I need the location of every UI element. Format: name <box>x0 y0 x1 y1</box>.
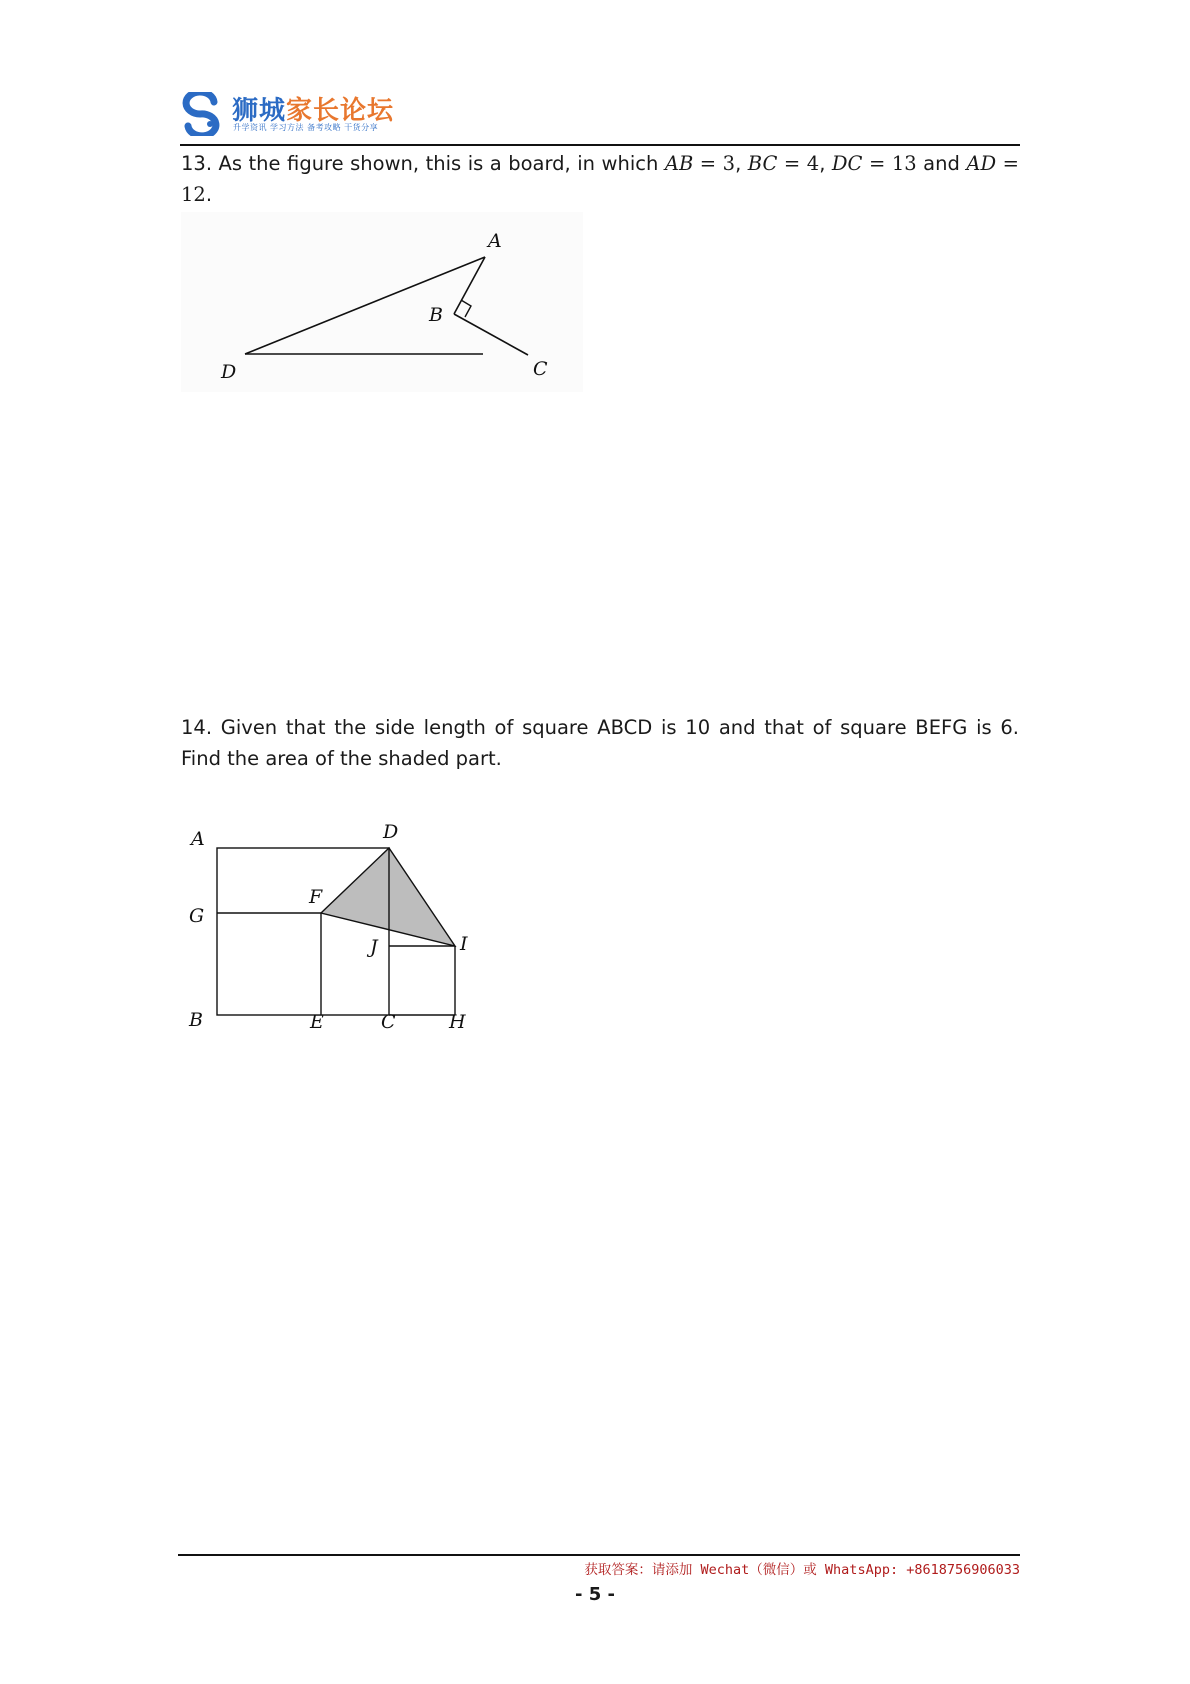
brand-name-part1: 狮城 <box>232 96 287 126</box>
label-d: D <box>221 361 237 383</box>
label-f: F <box>309 886 323 908</box>
logo-icon <box>180 92 224 136</box>
q13-ad: AD = 12 <box>181 152 1019 206</box>
footer-divider <box>178 1554 1020 1556</box>
brand-name-part2: 家长论坛 <box>286 96 395 126</box>
q13-bc: BC = 4 <box>747 152 820 175</box>
q13-ad-name: AD <box>966 152 997 175</box>
q13-and: and <box>916 152 967 175</box>
q13-ab-name: AB <box>664 152 694 175</box>
question-13: 13. As the figure shown, this is a board, in which AB = 3, BC = 4, DC = 13 and AD = 12. <box>181 148 1019 241</box>
label-c: C <box>381 1011 396 1033</box>
figure-13-background <box>181 212 583 392</box>
figure-13 <box>181 212 583 392</box>
question-14 <box>181 712 1019 774</box>
label-b: B <box>429 304 443 326</box>
label-a: A <box>488 230 502 252</box>
q13-dc-value: 13 <box>891 152 917 175</box>
label-g: G <box>189 905 205 927</box>
q13-dc-name: DC <box>831 152 863 175</box>
label-c: C <box>533 358 548 380</box>
label-b: B <box>189 1009 203 1031</box>
q13-ab: AB = 3 <box>664 152 736 175</box>
label-j: J <box>370 936 378 958</box>
footer-contact: 获取答案：请添加 Wechat（微信）或 WhatsApp: +8618756906033 <box>584 1562 1020 1578</box>
label-e: E <box>310 1011 324 1033</box>
q13-bc-value: 4 <box>806 152 820 175</box>
brand-tagline: 升学资讯 学习方法 备考攻略 干货分享 <box>233 123 379 132</box>
shaded-triangle <box>321 848 455 946</box>
page-number: - 5 - <box>575 1584 615 1605</box>
q13-ad-value: 12 <box>181 183 206 206</box>
q13-dc: DC = 13 <box>831 152 917 175</box>
page-header <box>180 90 1020 146</box>
label-a: A <box>191 828 205 850</box>
label-i: I <box>460 933 468 955</box>
q14-text: 14. Given that the side length of square ABCD is 10 and that of square BEFG is 6. Find the area of the shaded part. <box>181 716 1019 770</box>
q13-bc-name: BC <box>747 152 778 175</box>
figure-14 <box>181 812 481 1052</box>
label-d: D <box>383 821 399 843</box>
q13-ab-value: 3 <box>722 152 736 175</box>
header-divider <box>180 144 1020 146</box>
q13-prefix: 13. As the figure shown, this is a board, in which <box>181 152 665 175</box>
label-h: H <box>449 1011 466 1033</box>
